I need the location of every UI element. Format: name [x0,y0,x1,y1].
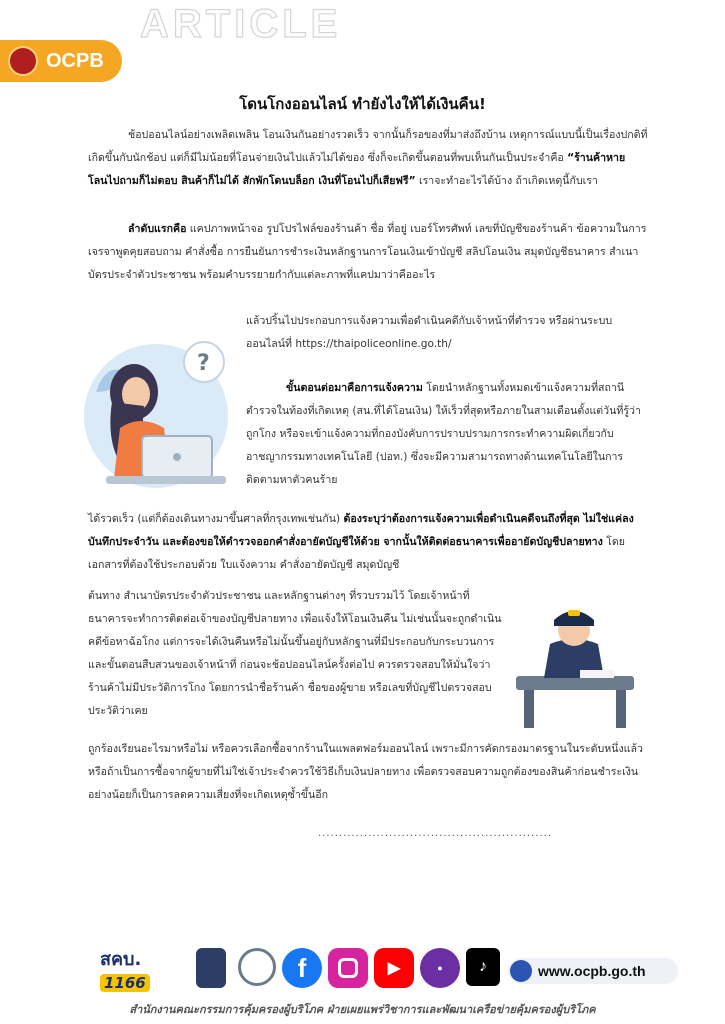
step2-cont-tail: โดยเอกสารที่ต้องใช้ประกอบด้วย ใบแจ้งความ คำสั่งอายัดบัญชี สมุดบัญชี [88,536,625,571]
step2-cont-lead: ได้รวดเร็ว (แต่ก็ต้องเดินทางมาขึ้นศาลที่กรุงเทพเช่นกัน) [88,513,344,525]
tiktok-icon[interactable]: ♪ [466,948,500,986]
article-title: โดนโกงออนไลน์ ทำยังไงให้ได้เงินคืน! [239,95,486,113]
paragraph-step3: ต้นทาง สำเนาบัตรประจำตัวประชาชน และหลักฐานต่างๆ ที่รวบรวมไว้ โดยเจ้าหน้าที่ธนาคารจะทำการติดต่อเจ้าของบัญชีปลายทาง เพื่อแจ้งให้โอนเงินคืน ไม่เช่นนั้นจะถูกดำเนินคดีข้อหาฉ้อโกง แต่การจะได้เงินคืนหรือไม่นั้นขึ้นอยู่กับหลักฐานที่มีประกอบกับกระบวนการและขั้นตอนสืบสวนของเจ้าหน้าที่ ก่อนจะช้อปออนไลน์ครั้งต่อไป ควรตรวจสอบให้มั่นใจว่าร้านค้าไม่มีประวัติการโกง โดยการนำชื่อร้านค้า ชื่อของผู้ขาย หรือเลขที่บัญชีไปตรวจสอบประวัติว่าเคย [88,590,502,717]
step2-text: โดยนำหลักฐานทั้งหมดเข้าแจ้งความที่สถานีตำรวจในท้องที่เกิดเหตุ (สน.ที่ได้โอนเงิน) ให้เร็วที่สุดหรือภายในสามเดือนตั้งแต่วันที่รู้ว่าถูกโกง หรือจะเข้าแจ้งความที่กองบังคับการปราบปรามการกระทำความผิดเกี่ยวกับอาชญากรรมทางเทคโนโลยี (ปอท.) ซึ่งจะมีความสามารถทางด้านเทคโนโลยีในการติดตามหาตัวคนร้าย [246,382,641,486]
intro-lead: ช้อปออนไลน์อย่างเพลิดเพลิน โอนเงินกันอย่างรวดเร็ว จากนั้นก็รอของที่มาส่งถึงบ้าน เหตุการณ์แบบนี้เป็นเรื่องปกติที่เกิดขึ้นกับนักช้อป แต่ก็มีไม่น้อยที่โอนจ่ายเงินไปแล้วไม่ได้ของ ซึ่งก็จะเกิดขึ้นตอนที่พบเห็นกันเป็นประจำคือ [88,129,648,164]
step1-heading: ลำดับแรกคือ [128,223,187,235]
website-url: www.ocpb.go.th [538,963,646,979]
mascot-icon [196,948,226,988]
woman-laptop-illustration [76,332,236,492]
ocpb-direct-icon[interactable] [238,948,276,986]
step1-text: แคปภาพหน้าจอ รูปโปรไฟล์ของร้านค้า ชื่อ ที่อยู่ เบอร์โทรศัพท์ เลขที่บัญชีของร้านค้า ข้อความในการเจรจาพูดคุยสอบถาม คำสั่งซื้อ การยืนยันการชำระเงินหลักฐานการโอนเงินเข้าบัญชี สลิปโอนเงิน สมุดบัญชีธนาคาร สำเนาบัตรประจำตัวประชาชน พร้อมคำบรรยายกำกับแต่ละภาพที่แคปมาว่าคืออะไร [88,223,647,281]
footer-bar [100,940,680,1000]
step2-heading: ขั้นตอนต่อมาคือการแจ้งความ [286,382,423,394]
paragraph-step2 [246,377,648,492]
facebook-icon[interactable]: f [282,948,322,988]
ocpb-seal-icon [8,46,38,76]
brand-name: OCPB [46,49,104,72]
paragraph-step2-cont [88,508,648,577]
end-separator: ........................................................ [318,828,553,839]
paragraph-intro [88,124,648,193]
paragraph-step1-cont: แล้วปริ้นไปประกอบการแจ้งความเพื่อดำเนินคดีกับเจ้าหน้าที่ตำรวจ หรือผ่านระบบออนไลน์ที่ https://thaipoliceonline.go.th/ [246,315,613,350]
hotline-label: สคบ. [100,949,142,970]
police-officer-illustration [510,592,640,732]
agency-name: สำนักงานคณะกรรมการคุ้มครองผู้บริโภค ฝ่ายเผยแพร่วิชาการและพัฒนาเครือข่ายคุ้มครองผู้บริโภค [129,1003,596,1016]
paragraph-step3-cont: ถูกร้องเรียนอะไรมาหรือไม่ หรือควรเลือกซื้อจากร้านในแพลตฟอร์มออนไลน์ เพราะมีการคัดกรองมาตรฐานในระดับหนึ่งแล้ว หรือถ้าเป็นการซื้อจากผู้ขายที่ไม่ใช่เจ้าประจำควรใช้วิธีเก็บเงินปลายทาง เพื่อตรวจสอบความถูกต้องของสินค้าก่อนชำระเงิน อย่างน้อยก็เป็นการลดความเสี่ยงที่จะเกิดเหตุซ้ำขึ้นอีก [88,743,643,801]
intro-quote: “ร้านค้าหาย โลนไปถามก็ไม่ตอบ สินค้าก็ไม่ได้ สักพักโดนบล็อก เงินที่โอนไปก็เสียฟรี” [88,152,626,187]
step2-cont-bold: ต้องระบุว่าต้องการแจ้งความเพื่อดำเนินคดีจนถึงที่สุด ไม่ใช่แค่ลงบันทึกประจำวัน และต้องขอให้ตำรวจออกคำสั่งอายัดบัญชีให้ด้วย จากนั้นให้ติดต่อธนาคารเพื่ออายัดบัญชีปลายทาง [88,513,634,548]
instagram-icon[interactable] [328,948,368,988]
intro-tail: เราจะทำอะไรได้บ้าง ถ้าเกิดเหตุนี้กับเรา [415,175,598,187]
pantip-icon[interactable]: ● [420,948,460,988]
brand-tab [0,40,122,82]
youtube-icon[interactable]: ▶ [374,948,414,988]
website-link[interactable] [508,958,678,984]
hotline-badge[interactable] [100,944,186,992]
paragraph-step1 [88,218,648,287]
hotline-number: 1166 [100,974,150,992]
article-watermark: ARTICLE [140,2,342,46]
svg-text:?: ? [197,351,210,376]
globe-icon [510,960,532,982]
